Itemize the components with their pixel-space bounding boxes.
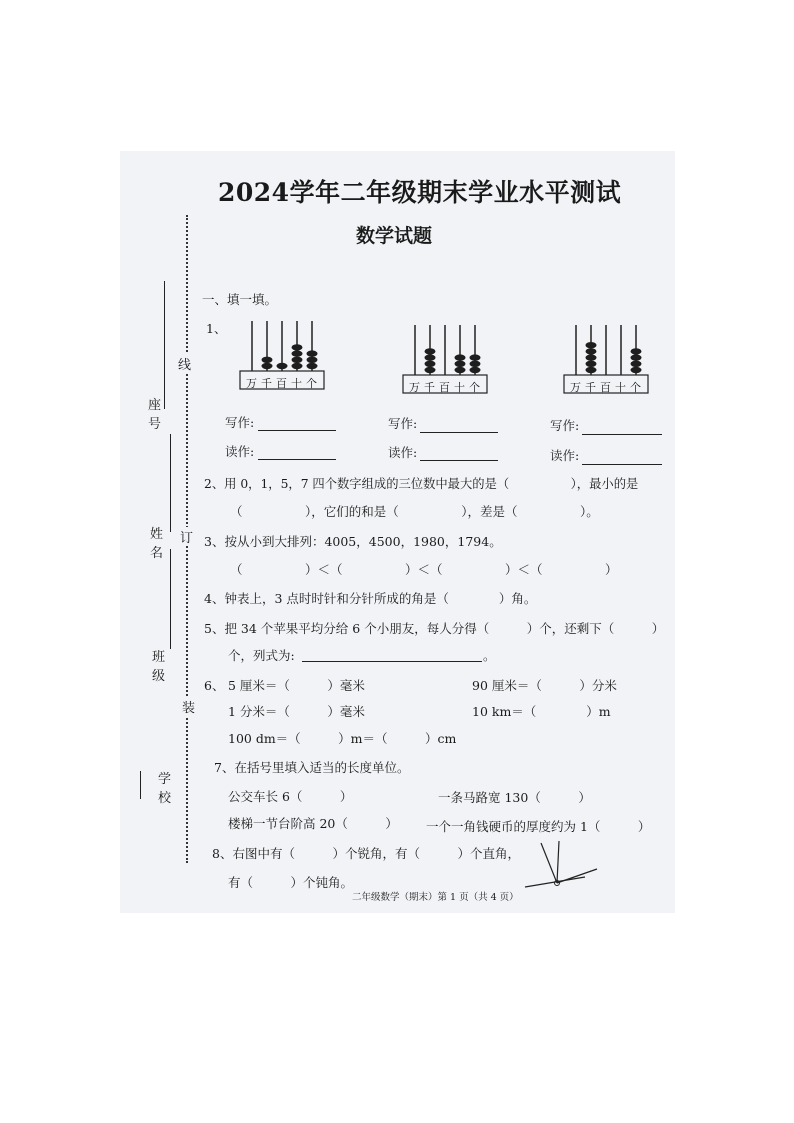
seat-number-line [164,281,165,409]
abacus-bead [292,350,303,356]
abacus-bead [307,357,318,363]
q2-line-1: 2、用 0，1，5，7 四个数字组成的三位数中最大的是（ ），最小的是 [204,477,639,491]
q6-item-e: 100 dm＝（ ）m＝（ ）cm [228,731,457,746]
write-answer-line-2[interactable] [420,432,498,433]
abacus-bead [292,363,303,369]
abacus-3-place-labels: 万 千 百 十 个 [570,381,641,394]
abacus-bead [586,348,597,354]
binding-mark-xian: 线 [178,354,192,373]
read-answer-line-2[interactable] [420,460,498,461]
q7-item-c: 楼梯一节台阶高 20（ ） [228,816,398,831]
class-label: 班级 [152,650,166,684]
abacus-bead [307,363,318,369]
seat-number-label: 座号 [148,398,162,432]
binding-mark-zhuang: 装 [182,697,196,716]
binding-mark-ding: 订 [180,527,194,546]
q1-number: 1、 [206,321,227,336]
q7-item-b: 一条马路宽 130（ ） [438,790,591,805]
read-label-1: 读作: [225,444,255,459]
q3-line-2: （ ）＜（ ）＜（ ）＜（ ） [230,562,618,577]
read-label-3: 读作: [550,448,580,463]
school-label: 学校 [158,772,172,806]
abacus-1-place-labels: 万 千 百 十 个 [246,377,317,390]
q3-line-1: 3、按从小到大排列：4005，4500，1980，1794。 [204,534,502,549]
q8-line-2: 有（ ）个钝角。 [228,875,354,890]
q6-item-b: 90 厘米＝（ ）分米 [472,678,617,693]
section-heading: 一、填一填。 [202,292,278,307]
q8-line-1: 8、右图中有（ ）个锐角，有（ ）个直角， [212,846,520,861]
q4-text: 4、钟表上，3 点时时针和分针所成的角是（ ）角。 [204,591,537,606]
q5-line-2-label: 个，列式为: [228,648,295,663]
abacus-bead [470,367,481,373]
q7-item-a: 公交车长 6（ ） [228,789,353,804]
page-footer: 二年级数学（期末）第 1 页（共 4 页） [352,892,519,903]
abacus-bead [586,342,597,348]
class-line [170,549,171,649]
abacus-bead [631,348,642,354]
binding-field-line [140,771,141,799]
abacus-bead [586,367,597,373]
write-label-3: 写作: [550,418,580,433]
abacus-bead [425,367,436,373]
abacus-2-place-labels: 万 千 百 十 个 [409,381,480,394]
abacus-bead [455,354,466,360]
write-answer-line-3[interactable] [582,434,662,435]
abacus-bead [470,354,481,360]
abacus-bead [262,357,273,363]
write-label-1: 写作: [225,415,255,430]
q5-formula-line[interactable] [302,661,482,662]
abacus-bead [455,361,466,367]
abacus-bead [277,363,288,369]
abacus-bead [292,357,303,363]
q5-line-2-end: 。 [483,648,496,663]
name-label: 姓名 [150,527,164,561]
exam-title: 2024学年二年级期末学业水平测试 [218,178,622,207]
abacus-bead [425,361,436,367]
abacus-bead [425,354,436,360]
exam-subtitle: 数学试题 [356,225,433,247]
q2-line-2: （ ），它们的和是（ ），差是（ ）。 [230,504,599,519]
abacus-bead [425,348,436,354]
write-label-2: 写作: [388,416,418,431]
abacus-bead [470,361,481,367]
abacus-bead [586,361,597,367]
read-answer-line-1[interactable] [258,459,336,460]
exam-page [120,151,675,913]
q6-item-d: 10 km＝（ ）m [472,704,611,719]
abacus-bead [631,354,642,360]
name-line [170,434,171,532]
q6-item-c: 1 分米＝（ ）毫米 [228,704,365,719]
read-label-2: 读作: [388,445,418,460]
q5-line-1: 5、把 34 个苹果平均分给 6 个小朋友，每人分得（ ）个，还剩下（ ） [204,621,665,636]
abacus-bead [455,367,466,373]
abacus-bead [586,354,597,360]
abacus-bead [262,363,273,369]
angle-figure [525,841,605,891]
abacus-bead [631,361,642,367]
q6-number: 6、 [204,678,225,693]
abacus-bead [292,344,303,350]
q6-item-a: 5 厘米＝（ ）毫米 [228,678,365,693]
read-answer-line-3[interactable] [582,464,662,465]
abacus-bead [307,350,318,356]
write-answer-line-1[interactable] [258,430,336,431]
abacus-bead [631,367,642,373]
q7-item-d: 一个一角钱硬币的厚度约为 1（ ） [426,819,651,834]
q7-stem: 7、在括号里填入适当的长度单位。 [214,760,410,775]
